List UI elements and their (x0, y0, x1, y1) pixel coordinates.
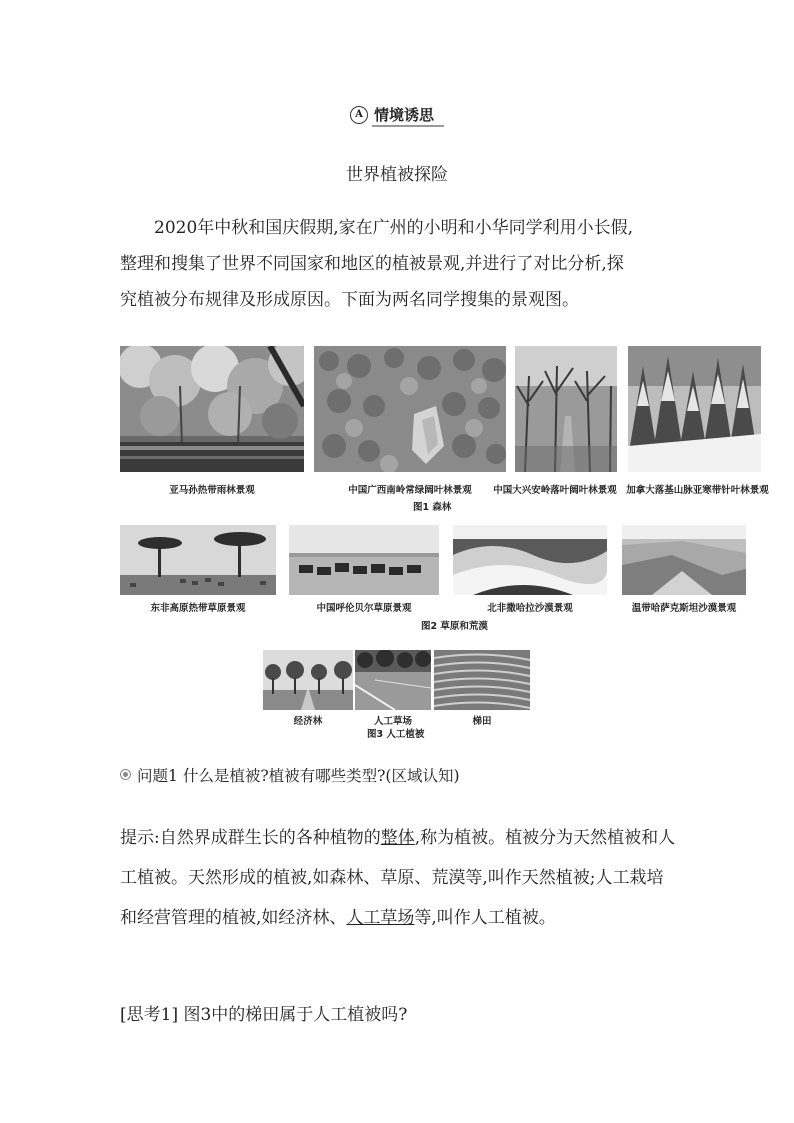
figure3-label-3: 梯田 (472, 716, 492, 727)
conifer-forest-photo (628, 346, 761, 472)
terraced-field-photo (434, 650, 530, 710)
figure1-label-1: 亚马孙热带雨林景观 (169, 485, 255, 496)
section-badge-icon: A (350, 106, 368, 124)
artificial-pasture-photo (355, 650, 431, 710)
question-1-text: 什么是植被?植被有哪些类型?(区域认知) (182, 767, 460, 785)
intro-line-1: 2020年中秋和国庆假期,家在广州的小明和小华同学利用小长假, (154, 218, 634, 238)
figure3-label-2: 人工草场 (373, 716, 412, 727)
economic-forest-photo (263, 650, 353, 710)
hint-underline-term-2: 人工草场 (346, 908, 415, 928)
figure2-label-1: 东非高原热带草原景观 (150, 603, 246, 614)
page-title: 世界植被探险 (346, 165, 448, 185)
intro-line-2: 整理和搜集了世界不同国家和地区的植被景观,并进行了对比分析,探 (120, 254, 624, 274)
figure1-label-4: 加拿大落基山脉亚寒带针叶林景观 (626, 485, 769, 496)
question-1 (120, 764, 460, 786)
sahara-desert-photo (453, 525, 607, 595)
intro-paragraph (120, 210, 680, 318)
figure2-label-2: 中国呼伦贝尔草原景观 (316, 603, 412, 614)
figure3-caption: 图3 人工植被 (367, 729, 425, 740)
think-1: [思考1] 图3中的梯田属于人工植被吗? (120, 1005, 408, 1025)
figure1-label-2: 中国广西南岭常绿阔叶林景观 (348, 485, 472, 496)
figure1-caption: 图1 森林 (413, 502, 452, 513)
question-1-number: 问题1 (137, 767, 178, 785)
savanna-photo (120, 525, 276, 595)
section-title: 情境诱思 (372, 106, 444, 127)
figure1-label-3: 中国大兴安岭落叶阔叶林景观 (493, 485, 617, 496)
intro-line-3: 究植被分布规律及形成原因。下面为两名同学搜集的景观图。 (120, 290, 579, 310)
bullet-icon (120, 769, 131, 780)
figure2-label-3: 北非撒哈拉沙漠景观 (487, 603, 573, 614)
rainforest-photo (120, 346, 304, 472)
section-header (0, 104, 794, 125)
grassland-photo (289, 525, 439, 595)
figure2-label-4: 温带哈萨克斯坦沙漠景观 (631, 603, 737, 614)
broadleaf-forest-photo (314, 346, 506, 472)
figure3-label-1: 经济林 (293, 716, 323, 727)
hint-paragraph: 提示:自然界成群生长的各种植物的整体,称为植被。植被分为天然植被和人工植被。天然形成的植被,如森林、草原、荒漠等,叫作天然植被;人工栽培和经营管理的植被,如经济林、人工草场等,叫作人工植被。 (120, 828, 676, 928)
hint-underline-term-1: 整体 (380, 828, 415, 848)
deciduous-forest-photo (515, 346, 617, 472)
figure2-caption: 图2 草原和荒漠 (421, 621, 488, 632)
temperate-desert-photo (622, 525, 746, 595)
